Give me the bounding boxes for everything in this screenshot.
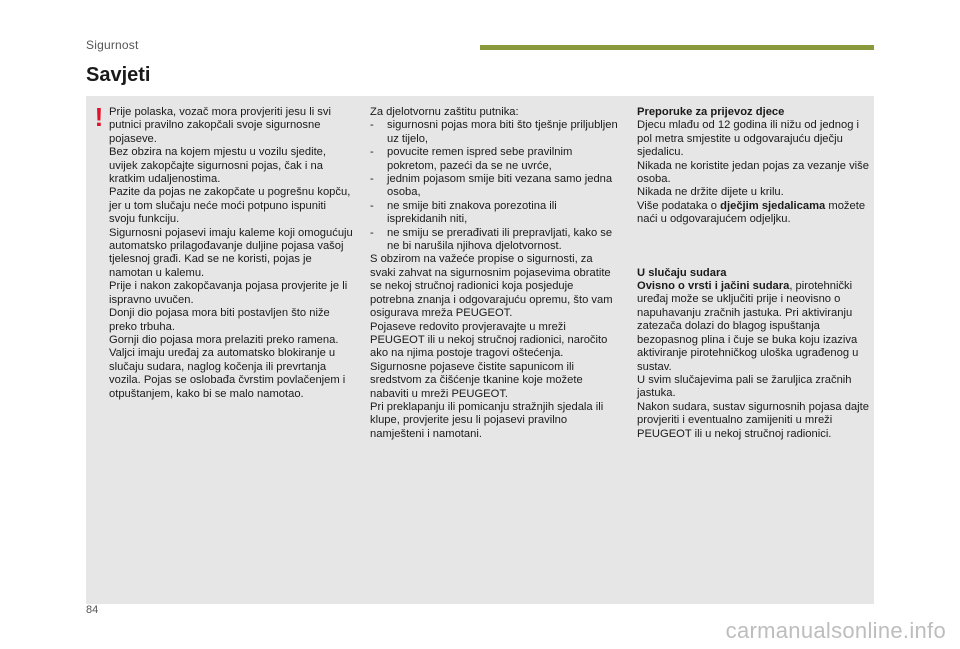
column-2 [370, 106, 618, 441]
seatbelt-instructions: Prije polaska, vozač mora provjeriti jesu li svi putnici pravilno zakopčali svoje sigurnosne pojaseve. Bez obzira na kojem mjestu u vozilu sjedite, uvijek zakopčajte sigurnosni pojas, čak i na kratkim udaljenostima. Pazite da pojas ne zakopčate u pogrešnu kopču, jer u tom slučaju neće moći potpuno ispuniti svoju funkciju. Sigurnosni pojasevi imaju kaleme koji omogućuju automatsko prilagođavanje duljine pojasa vašoj tjelesnoj građi. Kad se ne koristi, pojas je namotan u kalemu. Prije i nakon zakopčavanja pojasa provjerite je li ispravno uvučen. Donji dio pojasa mora biti postavljen što niže preko trbuha. Gornji dio pojasa mora prelaziti preko ramena. Valjci imaju uređaj za automatsko blokiranje u slučaju sudara, naglog kočenja ili prevrtanja vozila. Pojas se oslobađa čvrstim povlačenjem i otpuštanjem, kako bi se malo namotao. [109, 106, 353, 400]
column-3 [637, 106, 869, 441]
more-info-suffix: možete naći u odgovarajućem odjeljku. [637, 199, 866, 226]
section-label: Sigurnost [86, 38, 139, 52]
more-info-prefix: Više podataka o [637, 199, 721, 212]
list-item: - sigurnosni pojas mora biti što tješnje priljubljen uz tijelo, [370, 119, 618, 146]
watermark: carmanualsonline.info [725, 618, 946, 643]
accident-body: , pirotehnički uređaj može se uključiti prije i neovisno o napuhavanju zračnih jastuka. Pri aktiviranju zatezača dolazi do blagog ispuštanja bezopasnog plina i čuje se buka koju izaziva aktiviranje pirotehničkog uloška ugrađenog u sustav. U svim slučajevima pali se žaruljica zračnih jastuka. Nakon sudara, sustav sigurnosnih pojasa dajte provjeriti i eventualno zamijeniti u mreži PEUGEOT ili u nekoj stručnoj radionici. [637, 280, 869, 440]
list-item: - ne smije biti znakova porezotina ili isprekidanih niti, [370, 200, 618, 227]
warning-exclamation-icon: ! [94, 102, 104, 132]
page-title: Savjeti [86, 64, 151, 86]
list-item: - ne smiju se prerađivati ili prepravljati, kako se ne bi narušila njihova djelotvornost. [370, 227, 618, 254]
maintenance-text: S obzirom na važeće propise o sigurnosti, za svaki zahvat na sigurnosnim pojasevima obratite se nekoj stručnoj radionici koja posjeduje potrebna znanja i odgovarajuću opremu, što vam osigurava mreža PEUGEOT. Pojaseve redovito provjeravajte u mreži PEUGEOT ili u nekoj stručnoj radionici, naročito ako na njima postoje tragovi oštećenja. Sigurnosne pojaseve čistite sapunicom ili sredstvom za čišćenje tkanine koje možete nabaviti u mreži PEUGEOT. Pri preklapanju ili pomicanju stražnjih sjedala ili klupe, provjerite jesu li pojasevi pravilno namješteni i namotani. [370, 253, 613, 440]
list-item: - jednim pojasom smije biti vezana samo jedna osoba, [370, 173, 618, 200]
child-seats-reference [637, 200, 869, 227]
accident-bold-lead: Ovisno o vrsti i jačini sudara [637, 280, 790, 293]
spacer [637, 227, 869, 267]
protection-intro: Za djelotvornu zaštitu putnika: [370, 106, 519, 118]
page-number: 84 [86, 604, 99, 616]
children-heading: Preporuke za prijevoz djece [637, 106, 785, 118]
column-1 [109, 106, 354, 401]
protection-list [370, 119, 618, 253]
accident-text [637, 280, 869, 441]
children-text: Djecu mlađu od 12 godina ili nižu od jednog i pol metra smjestite u odgovarajuću dječju sjedalicu. Nikada ne koristite jedan pojas za vezanje više osoba. Nikada ne držite dijete u krilu. [637, 119, 869, 199]
list-item: - povucite remen ispred sebe pravilnim pokretom, pazeći da se ne uvrće, [370, 146, 618, 173]
accident-heading: U slučaju sudara [637, 266, 727, 279]
content-panel [86, 96, 874, 604]
header-rule [480, 45, 874, 50]
child-seats-link-text: dječjim sjedalicama [720, 199, 826, 212]
